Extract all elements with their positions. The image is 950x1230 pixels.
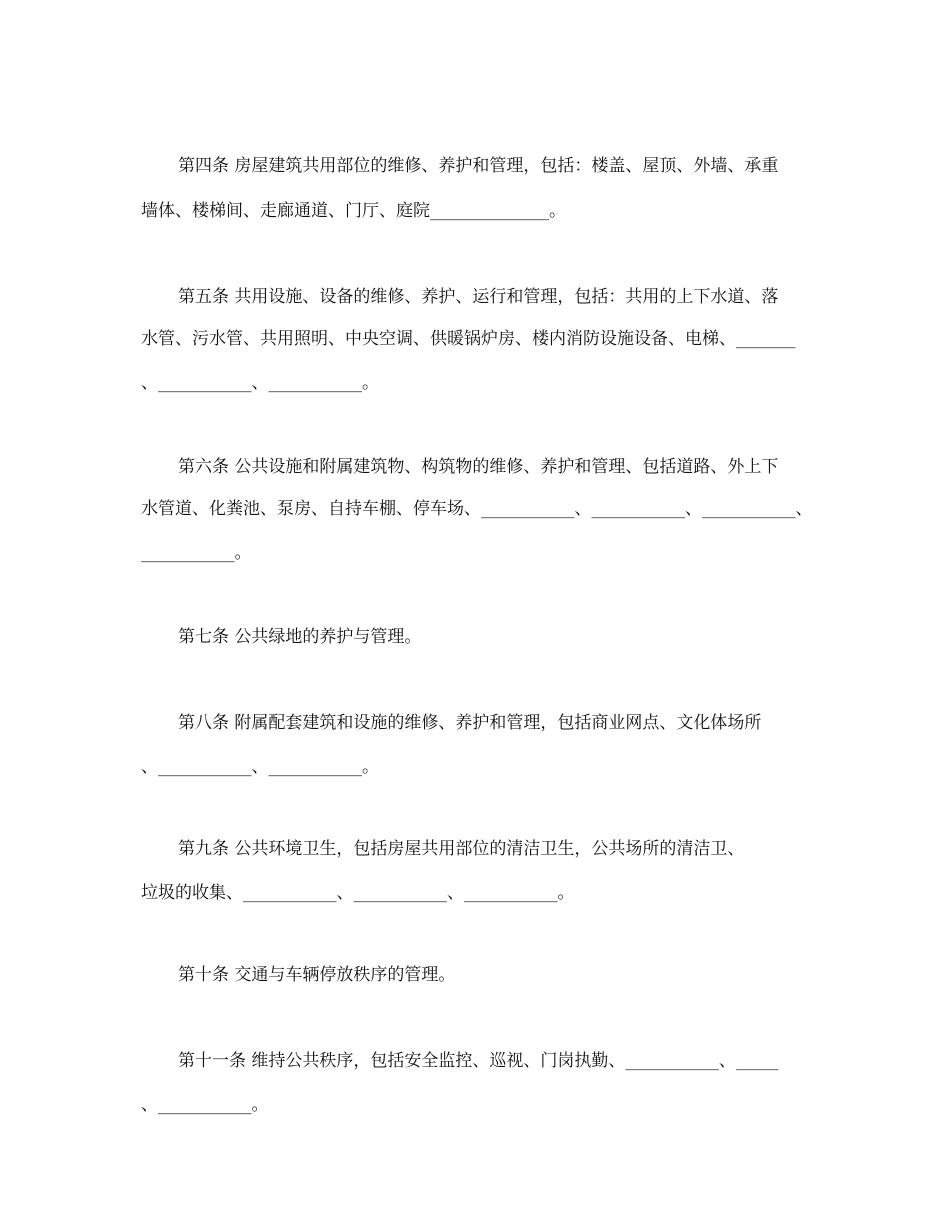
article-11-line-1: 第十一条 维持公共秩序，包括安全监控、巡视、门岗执勤、___________、_____ <box>178 1051 779 1071</box>
article-8-line-1: 第八条 附属配套建筑和设施的维修、养护和管理，包括商业网点、文化体场所 <box>178 713 762 733</box>
article-6-line-2: 水管道、化粪池、泵房、自持车棚、停车场、___________、___________、___________、 <box>141 499 813 519</box>
article-6-line-1: 第六条 公共设施和附属建筑物、构筑物的维修、养护和管理、包括道路、外上下 <box>178 457 779 477</box>
article-6-line-3: ___________。 <box>141 543 252 563</box>
article-5-line-1: 第五条 共用设施、设备的维修、养护、运行和管理，包括：共用的上下水道、落 <box>178 287 779 307</box>
article-5-line-2: 水管、污水管、共用照明、中央空调、供暖锅炉房、楼内消防设施设备、电梯、_______ <box>141 329 796 349</box>
article-5-line-3: 、___________、___________。 <box>141 373 379 393</box>
article-4-line-1: 第四条 房屋建筑共用部位的维修、养护和管理，包括：楼盖、屋顶、外墙、承重 <box>178 156 779 176</box>
article-8-line-2: 、___________、___________。 <box>141 757 379 777</box>
article-4-line-2: 墙体、楼梯间、走廊通道、门厅、庭院______________。 <box>141 201 566 221</box>
article-10-line-1: 第十条 交通与车辆停放秩序的管理。 <box>178 965 456 985</box>
article-11-line-2: 、___________。 <box>141 1095 269 1115</box>
article-9-line-1: 第九条 公共环境卫生，包括房屋共用部位的清洁卫生，公共场所的清洁卫、 <box>178 839 745 859</box>
article-9-line-2: 垃圾的收集、___________、___________、___________。 <box>141 883 575 903</box>
article-7-line-1: 第七条 公共绿地的养护与管理。 <box>178 627 422 647</box>
